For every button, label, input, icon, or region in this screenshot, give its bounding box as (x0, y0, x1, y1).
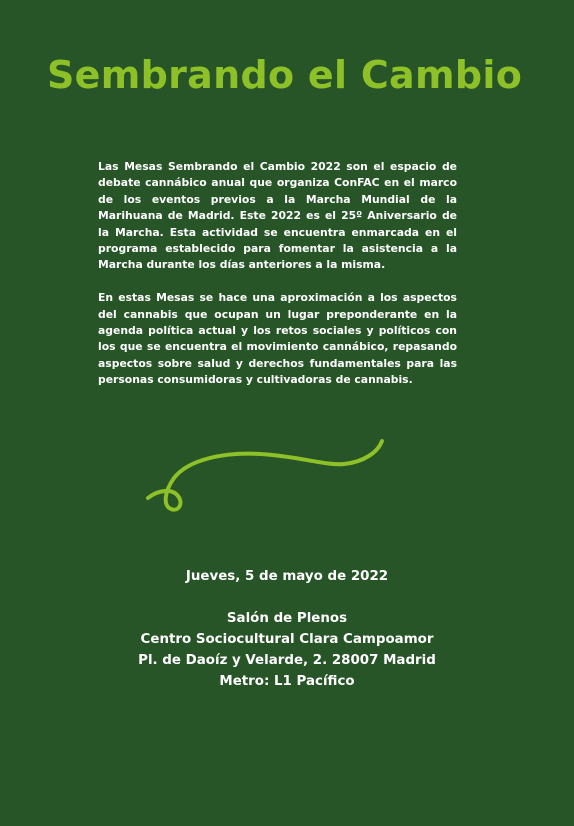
venue-center: Centro Sociocultural Clara Campoamor (140, 632, 434, 647)
intro-paragraph-1: Las Mesas Sembrando el Cambio 2022 son el espacio de debate cannábico anual que organiza ConFAC en el marco de los eventos previos a la Marcha Mundial de la Marihuana de Madrid. Este 2022 es el 25º Aniversario de la Marcha. Esta actividad se encuentra enmarcada en el programa establecido para fomentar la asistencia a la Marcha durante los días anteriores a la misma. (98, 160, 457, 272)
event-date-block (0, 566, 574, 587)
venue-block (0, 608, 574, 692)
swirl-decoration-icon (140, 432, 390, 516)
venue-room: Salón de Plenos (226, 611, 348, 626)
event-date: Jueves, 5 de mayo de 2022 (185, 569, 389, 584)
intro-text (98, 159, 457, 405)
venue-metro: Metro: L1 Pacífico (219, 674, 355, 689)
venue-address: Pl. de Daoíz y Velarde, 2. 28007 Madrid (138, 653, 436, 668)
intro-paragraph-2: En estas Mesas se hace una aproximación a los aspectos del cannabis que ocupan un lugar preponderante en la agenda política actual y los retos sociales y políticos con los que se encuentra el movimiento cannábico, repasando aspectos sobre salud y derechos fundamentales para las personas consumidoras y cultivadoras de cannabis. (98, 291, 457, 387)
page-title: Sembrando el Cambio (47, 53, 523, 97)
